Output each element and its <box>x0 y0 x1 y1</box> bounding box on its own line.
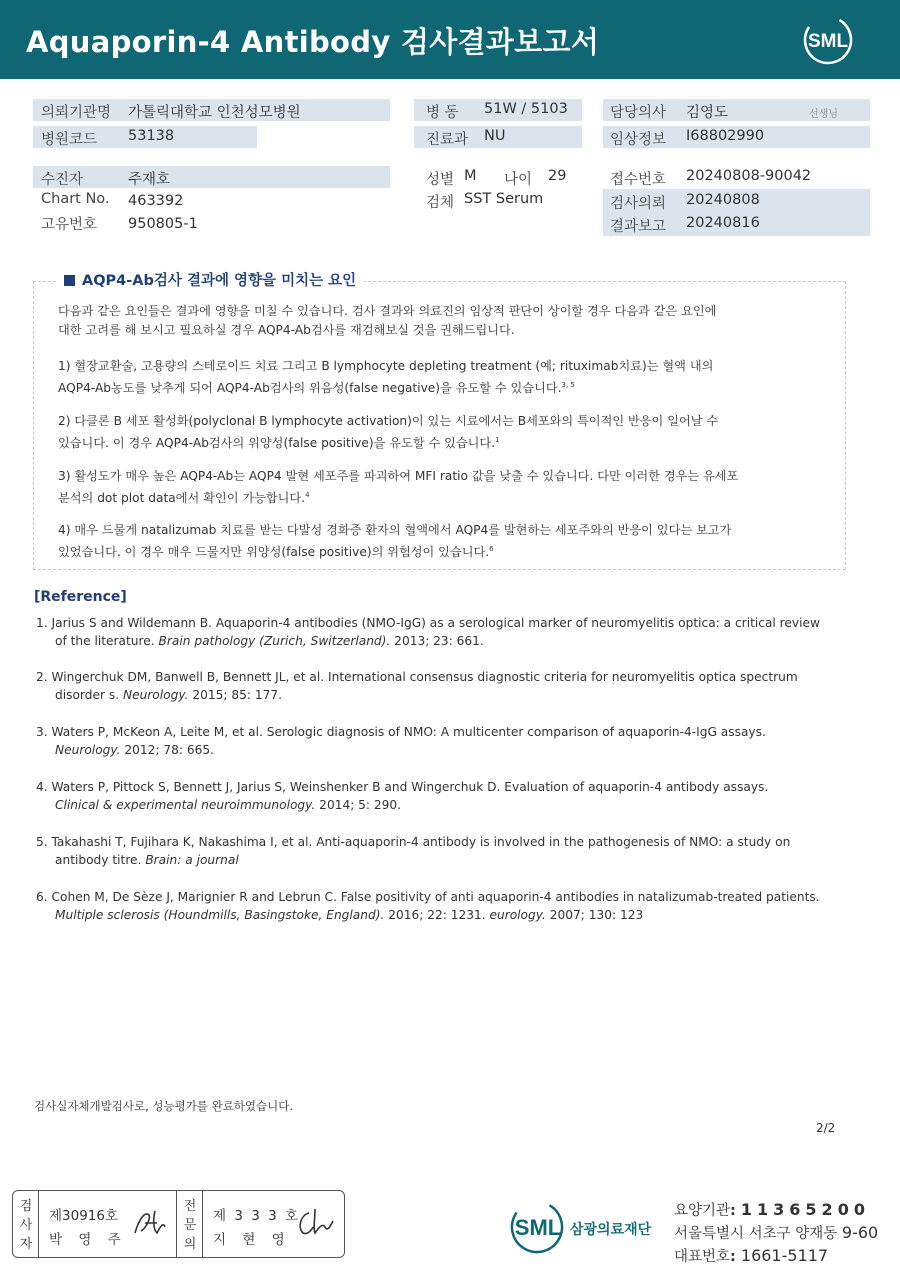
age-label: 나이 <box>504 172 533 188</box>
reference-6: 6. Cohen M, De Sèze J, Marignier R and Lebrun C. False positivity of anti aquaporin-4 antibodies in natalizumab-treated patients. Multiple sclerosis (Houndmills, Basingstoke, England). 2016; 22: 1231. eurology. 2007; 130: 123 <box>36 890 820 922</box>
unique-label: 고유번호 <box>41 217 98 233</box>
reference-5: 5. Takahashi T, Fujihara K, Nakashima I, et al. Anti-aquaporin-4 antibody is involved in the pathogenesis of NMO: a study on antibody titre. Brain: a journal <box>36 835 791 867</box>
reference-4: 4. Waters P, Pittock S, Bennett J, Jarius S, Weinshenker B and Wingerchuk D. Evaluation of aquaporin-4 antibody assays. Clinical & experimental neuroimmunology. 2014; 5: 290. <box>36 780 769 812</box>
hospital-code-label: 병원코드 <box>41 132 98 148</box>
reference-1: 1. Jarius S and Wildemann B. Aquaporin-4 antibodies (NMO-IgG) as a serological marker of neuromyelitis optica: a critical review of the literature. Brain pathology (Zurich, Switzerland). 2013; 23: 661. <box>36 616 820 648</box>
report-header <box>0 0 900 79</box>
patient-label: 수진자 <box>41 172 84 188</box>
notice-item-4: 4) 매우 드물게 natalizumab 치료를 받는 다발성 경화증 환자의 혈액에서 AQP4를 발현하는 세포주와의 반응이 있다는 보고가 있었습니다. 이 경우 매우 드물지만 위양성(false positive)의 위험성이 있습니다.$^6$ <box>58 523 732 560</box>
reference-3: 3. Waters P, McKeon A, Leite M, et al. Serologic diagnosis of NMO: A multicenter comparison of aquaporin-4-IgG assays. Neurology. 2012; 78: 665. <box>36 725 766 757</box>
sml-logo-icon <box>802 14 854 66</box>
specialist-license: 제 3 3 3 호 <box>213 1208 301 1224</box>
institution-value: 가톨릭대학교 인천성모병원 <box>128 105 301 121</box>
notice-title: AQP4-Ab검사 결과에 영향을 미치는 요인 <box>58 269 364 290</box>
report-value: 20240816 <box>686 215 760 231</box>
receipt-label: 접수번호 <box>610 172 667 188</box>
doctor-suffix: 선생님 <box>809 109 838 120</box>
dept-value: NU <box>484 128 506 144</box>
signature-stamp <box>12 1190 345 1258</box>
report-title: Aquaporin-4 Antibody 검사결과보고서 <box>26 25 600 59</box>
care-code: 요양기관: 11365200 <box>674 1200 870 1219</box>
specialist-name: 지 현 영 <box>213 1232 291 1248</box>
dept-label: 진료과 <box>426 132 469 148</box>
specialist-vertical-label: 전문의 <box>183 1199 197 1252</box>
institution-label: 의뢰기관명 <box>41 105 112 121</box>
examiner-license: 제30916호 <box>49 1208 119 1224</box>
square-bullet-icon <box>64 275 75 286</box>
address: 서울특별시 서초구 양재동 9-60 <box>674 1223 879 1242</box>
unique-value: 950805-1 <box>128 216 198 232</box>
request-label: 검사의뢰 <box>610 196 667 212</box>
report-label: 결과보고 <box>610 219 667 235</box>
page-number: 2/2 <box>816 1121 836 1135</box>
chart-label: Chart No. <box>41 191 110 207</box>
receipt-value: 20240808-90042 <box>686 168 812 184</box>
patient-row-bg <box>33 166 390 188</box>
svg-text:SML: SML <box>807 31 849 52</box>
specimen-value: SST Serum <box>464 191 544 207</box>
ward-label: 병 동 <box>426 105 459 121</box>
phone: 대표번호: 1661-5117 <box>674 1246 829 1265</box>
hospital-code-value: 53138 <box>128 128 175 144</box>
reference-heading: [Reference] <box>34 589 127 605</box>
examiner-vertical-label: 검사자 <box>19 1199 33 1252</box>
specimen-label: 검체 <box>426 195 455 211</box>
specialist-signature-icon <box>295 1205 339 1241</box>
reference-2: 2. Wingerchuk DM, Banwell B, Bennett JL, et al. International consensus diagnostic criteria for neuromyelitis optica spectrum disorder s. Neurology. 2015; 85: 177. <box>36 670 798 702</box>
ward-value: 51W / 5103 <box>484 101 568 117</box>
sex-label: 성별 <box>426 172 455 188</box>
examiner-name: 박 영 주 <box>49 1232 127 1248</box>
clinical-value: I68802990 <box>686 128 765 144</box>
request-value: 20240808 <box>686 192 760 208</box>
examiner-signature-icon <box>131 1205 171 1241</box>
performance-note: 검사실자체개발검사로, 성능평가를 완료하였습니다. <box>34 1099 294 1113</box>
org-name: 삼광의료재단 <box>570 1222 652 1238</box>
sex-value: M <box>464 168 477 184</box>
doctor-label: 담당의사 <box>610 105 667 121</box>
clinical-label: 임상정보 <box>610 132 667 148</box>
notice-item-1: 1) 혈장교환술, 고용량의 스테로이드 치료 그리고 B lymphocyte depleting treatment (예; rituximab치료)는 혈액 내의 AQP4-Ab농도를 낮추게 되어 AQP4-Ab검사의 위음성(false negative)을 유도할 수 있습니다.$^{3, 5}$ <box>58 359 714 396</box>
notice-item-3: 3) 활성도가 매우 높은 AQP4-Ab는 AQP4 발현 세포주를 파괴하여 MFI ratio 값을 낮출 수 있습니다. 다만 이러한 경우는 유세포 분석의 dot plot data에서 확인이 가능합니다.$^4$ <box>58 469 739 506</box>
patient-value: 주재호 <box>128 172 171 188</box>
chart-value: 463392 <box>128 193 184 209</box>
sml-footer-logo-icon <box>507 1198 569 1256</box>
doctor-value: 김영도 <box>686 105 729 121</box>
notice-intro: 다음과 같은 요인들은 결과에 영향을 미칠 수 있습니다. 검사 결과와 의료진의 임상적 판단이 상이할 경우 다음과 같은 요인에 대한 고려를 해 보시고 필요하실 경우 AQP4-Ab검사를 재검해보실 것을 권해드립니다. <box>58 304 717 337</box>
age-value: 29 <box>548 168 567 184</box>
notice-item-2: 2) 다클론 B 세포 활성화(polyclonal B lymphocyte activation)이 있는 시료에서는 B세포와의 특이적인 반응이 일어날 수 있습니다. 이 경우 AQP4-Ab검사의 위양성(false positive)을 유도할 수 있습니다.$^1$ <box>58 414 719 451</box>
svg-text:SML: SML <box>514 1215 562 1240</box>
